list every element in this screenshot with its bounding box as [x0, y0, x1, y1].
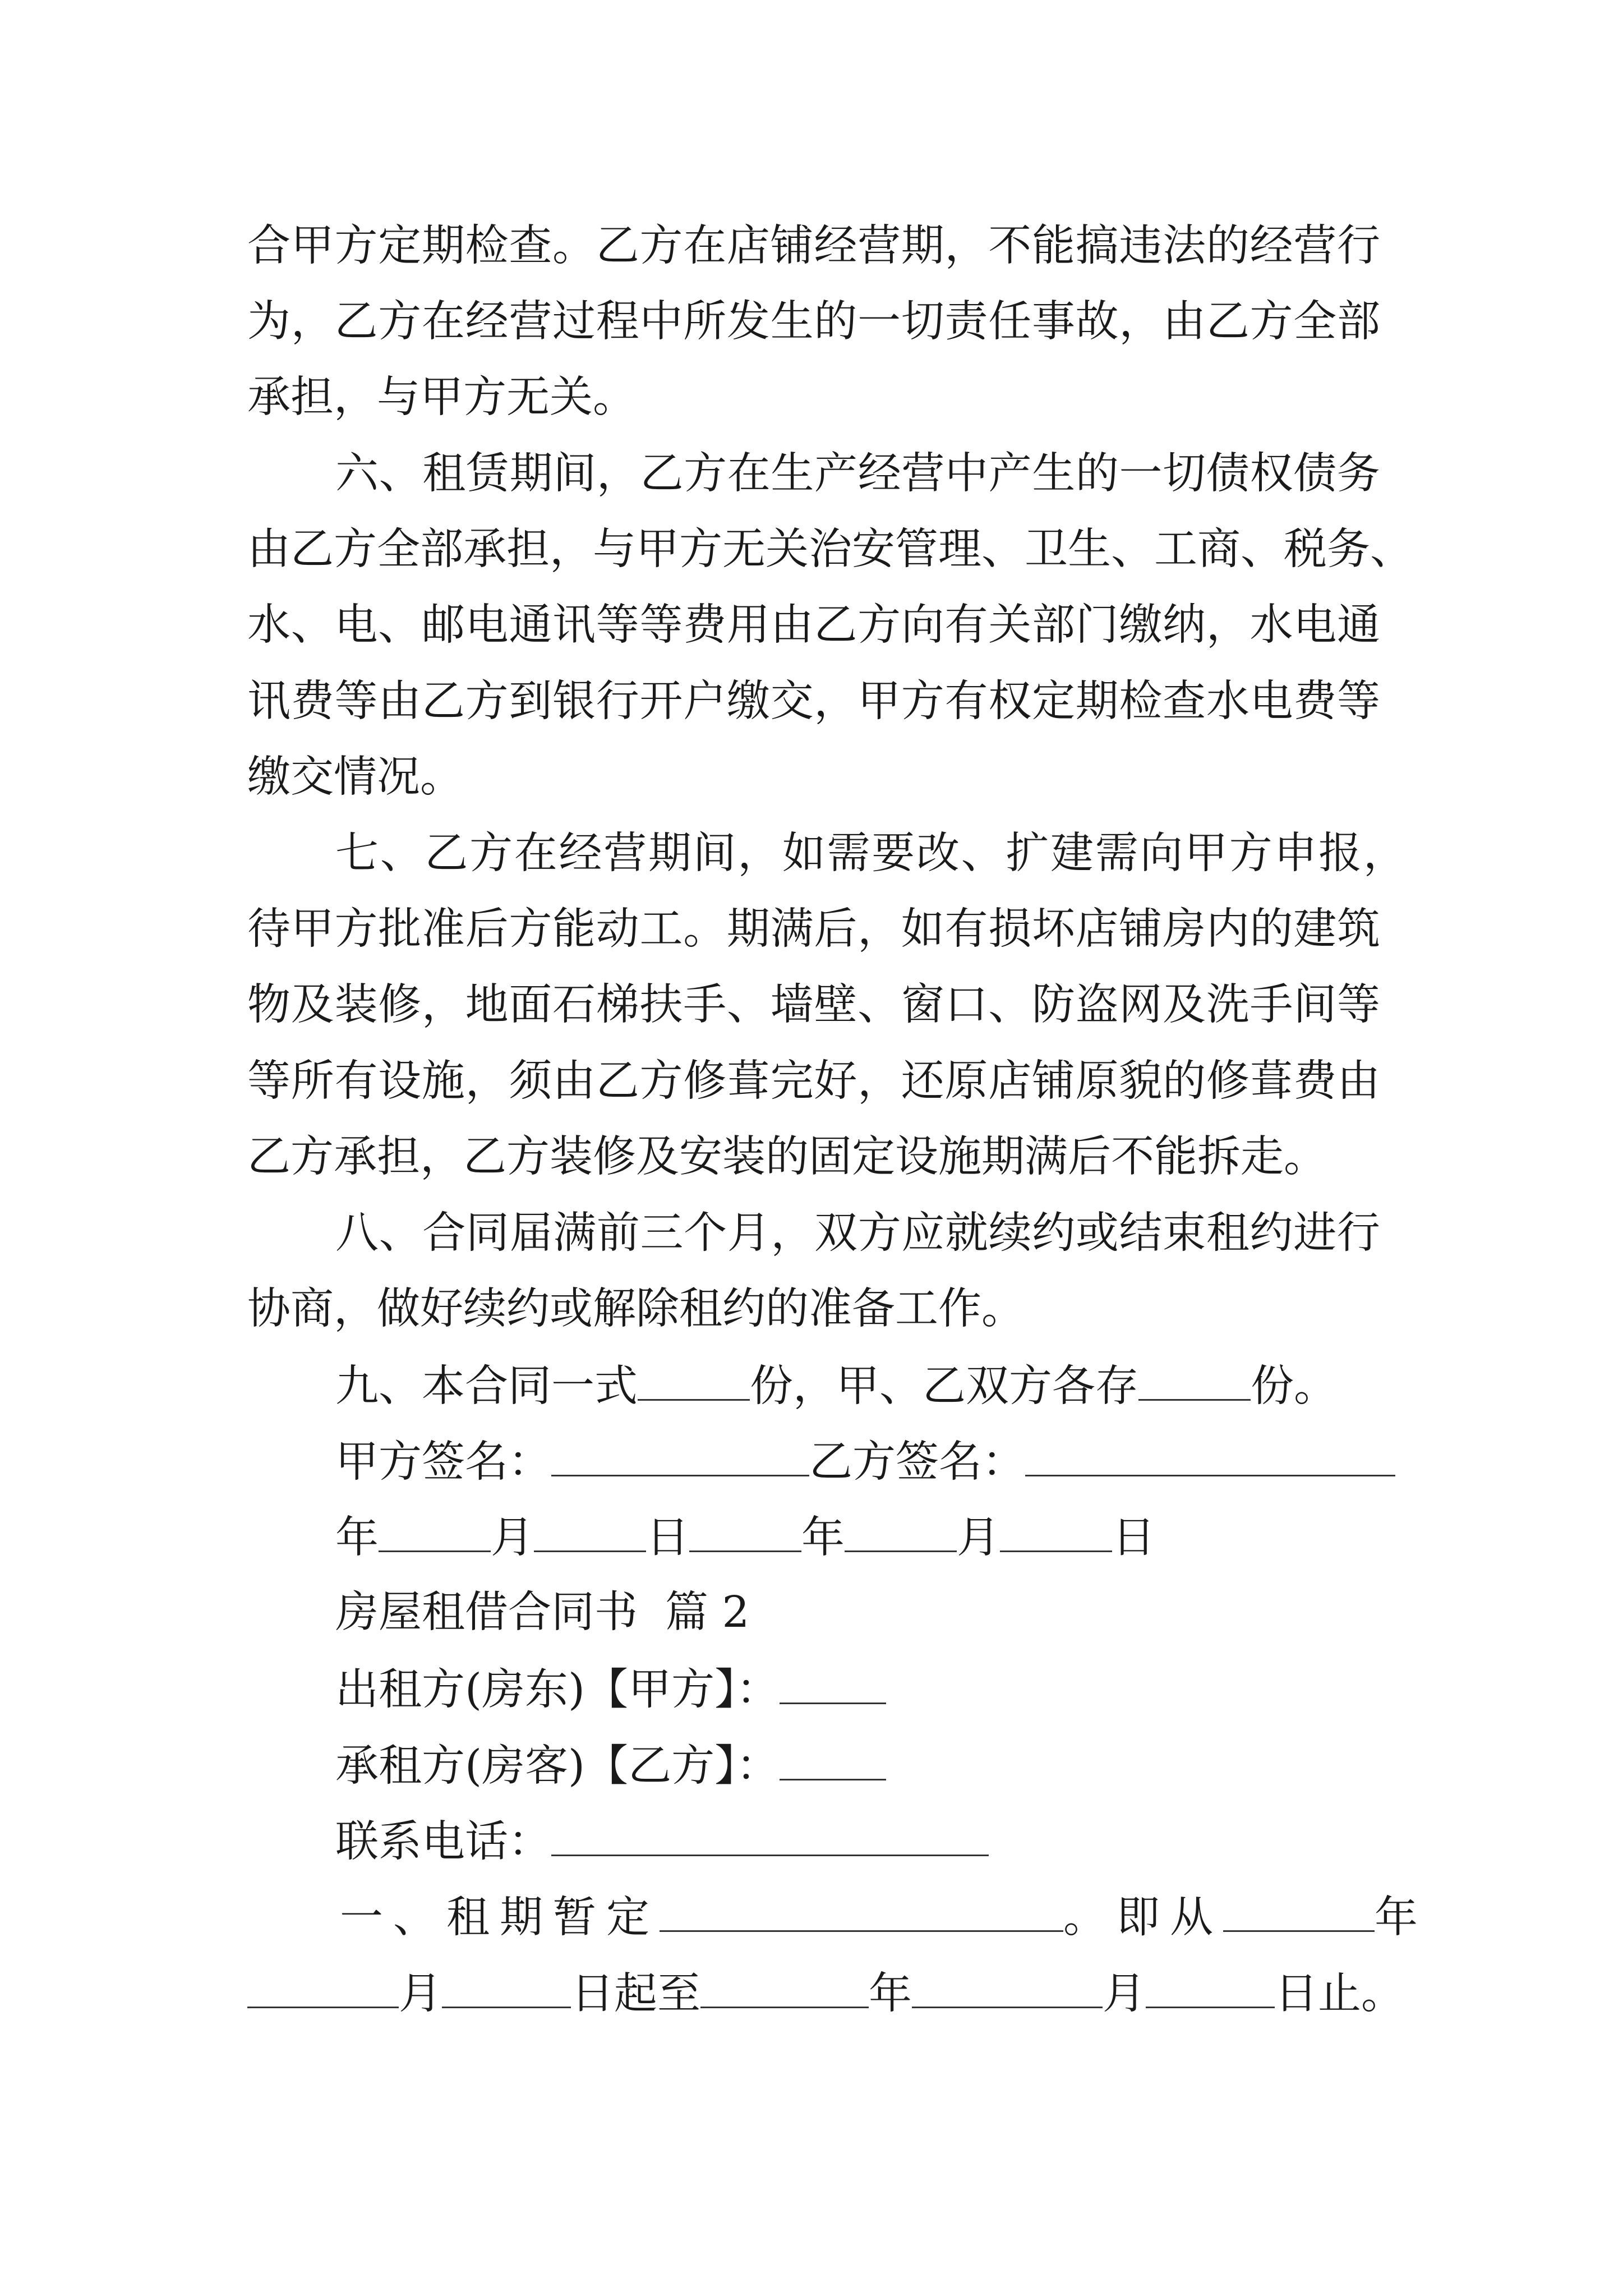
term-label-c: 年 [1375, 1893, 1428, 1943]
lessor-blank [780, 1667, 886, 1704]
month-label: 月 [399, 1969, 442, 2019]
copies-blank-each [1138, 1363, 1251, 1401]
term-label-b: 。即从 [1063, 1893, 1223, 1943]
copies-label-a: 九、本合同一式 [335, 1361, 638, 1411]
text-line: 待 甲 方 批 准 后 方 能 动 工 。 期 满 后 ， 如 有 损 坏 店 铺 房 内 的 建 筑 [247, 904, 1380, 954]
party-a-sign-label: 甲方签名： [335, 1437, 551, 1487]
copies-blank-total [638, 1363, 750, 1401]
party-a-sign-blank [551, 1439, 809, 1476]
end-day-blank [1146, 1971, 1275, 2008]
date-blank [689, 1515, 801, 1552]
text-line: 协商，做好续约或解除租约的准备工作。 [247, 1284, 1025, 1334]
copies-label-b: 份，甲、乙双方各存 [750, 1361, 1138, 1411]
date-blank [379, 1515, 491, 1552]
text-line: 水 、 电 、 邮 电 通 讯 等 等 费 用 由 乙 方 向 有 关 部 门 缴 纳 ， 水 电 通 [247, 600, 1380, 650]
lessor-row [335, 1665, 886, 1715]
paragraph-six-start: 六 、 租 赁 期 间 ， 乙 方 在 生 产 经 营 中 产 生 的 一 切 债 权 债 务 [335, 449, 1380, 499]
term-dates-row [247, 1969, 1404, 2019]
text-line: 为 ， 乙 方 在 经 营 过 程 中 所 发 生 的 一 切 责 任 事 故 ， 由 乙 方 全 部 [247, 297, 1380, 347]
month-label: 月 [957, 1513, 1000, 1563]
end-year-blank [700, 1971, 869, 2008]
start-month-blank [247, 1971, 399, 2008]
day-to-label: 日起至 [571, 1969, 700, 2019]
month-label: 月 [491, 1513, 534, 1563]
text-line: 由 乙 方 全 部 承 担 ， 与 甲 方 无 关 治 安 管 理 、 卫 生 、 工 商 、 税 务 、 [247, 524, 1413, 574]
year-label: 年 [801, 1513, 845, 1563]
text-line: 缴交情况。 [247, 752, 463, 802]
copies-label-c: 份。 [1251, 1361, 1337, 1411]
date-blank [534, 1515, 646, 1552]
signature-row [335, 1437, 1395, 1487]
date-blank [1000, 1515, 1112, 1552]
paragraph-eight-start: 八 、 合 同 届 满 前 三 个 月 ， 双 方 应 就 续 约 或 结 束 租 约 进 行 [335, 1208, 1380, 1258]
copies-clause [335, 1361, 1337, 1411]
term-blank [660, 1894, 1063, 1932]
text-line: 合 甲 方 定 期 检 查 。 乙 方 在 店 铺 经 营 期 ， 不 能 搞 违 法 的 经 营 行 [247, 221, 1380, 271]
party-b-sign-label: 乙方签名： [809, 1437, 1025, 1487]
lessee-blank [780, 1743, 886, 1780]
lessee-label: 承租方(房客)【乙方】： [335, 1741, 780, 1791]
text-line: 物 及 装 修 ， 地 面 石 梯 扶 手 、 墙 壁 、 窗 口 、 防 盗 网 及 洗 手 间 等 [247, 980, 1380, 1030]
lessor-label: 出租方(房东)【甲方】： [335, 1665, 780, 1715]
text-line: 乙方承担，乙方装修及安装的固定设施期满后不能拆走。 [247, 1132, 1327, 1182]
day-label: 日 [646, 1513, 689, 1563]
year-label: 年 [335, 1513, 379, 1563]
year-label: 年 [869, 1969, 912, 2019]
start-day-blank [442, 1971, 571, 2008]
text-line: 讯 费 等 由 乙 方 到 银 行 开 户 缴 交 ， 甲 方 有 权 定 期 检 查 水 电 费 等 [247, 677, 1380, 726]
paragraph-seven-start: 七 、 乙 方 在 经 营 期 间 ， 如 需 要 改 、 扩 建 需 向 甲 方 申 报 ， [335, 829, 1407, 878]
text-line: 等 所 有 设 施 ， 须 由 乙 方 修 葺 完 好 ， 还 原 店 铺 原 貌 的 修 葺 费 由 [247, 1056, 1380, 1106]
party-b-sign-blank [1025, 1439, 1395, 1476]
lessee-row [335, 1741, 886, 1791]
end-month-blank [912, 1971, 1103, 2008]
text-line: 承担，与甲方无关。 [247, 372, 636, 422]
end-label: 日止。 [1275, 1969, 1404, 2019]
date-blank [845, 1515, 957, 1552]
day-label: 日 [1112, 1513, 1155, 1563]
term-row [340, 1893, 1428, 1943]
phone-blank [551, 1819, 989, 1856]
term-label-a: 一、租期暂定 [340, 1893, 660, 1943]
section-title: 房屋租借合同书 篇 2 [335, 1588, 750, 1637]
month-label: 月 [1103, 1969, 1146, 2019]
date-row [335, 1513, 1155, 1563]
phone-label: 联系电话： [335, 1817, 551, 1867]
term-start-year-blank [1223, 1894, 1375, 1932]
phone-row [335, 1817, 989, 1867]
